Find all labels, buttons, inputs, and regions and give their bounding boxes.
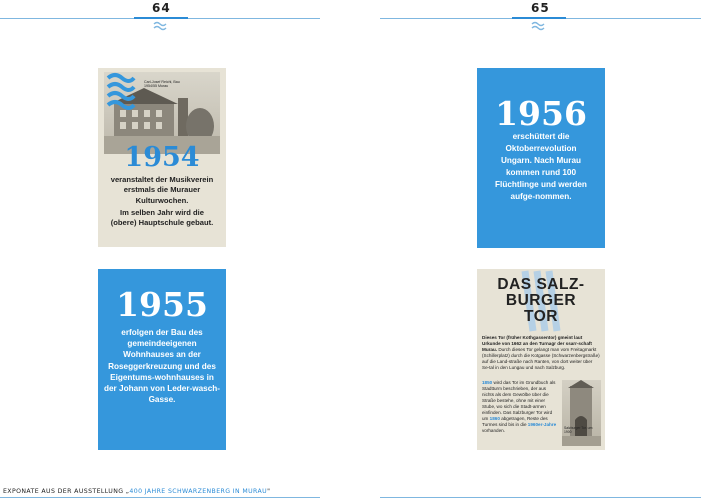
text-1954-a: veranstaltet der Musikverein erstmals die Murauer Kulturwochen.: [110, 175, 214, 205]
header-rule-accent-right: [512, 17, 566, 19]
footer-rule-left: [0, 497, 320, 498]
poster-1954: [98, 68, 226, 247]
title-line-1: DAS SALZ-: [497, 276, 585, 293]
year-1860: 1860: [489, 416, 500, 421]
wave-logo-icon: [153, 21, 167, 31]
tor-photo-caption: Salzburger Tor, um 1900: [564, 426, 593, 434]
tor-paragraph-2-a: wird das Tor im Grundbuch als Stadtturm beschrieben, der aus nichts als dem Gewölbe über die Straße bestehe, ohne mit einer Stube, wo sich die Stadt-armen einfinden. Das Salzburger Tor wird um: [482, 380, 556, 421]
footer-suffix: ": [267, 488, 271, 495]
tor-paragraph-2-b: abgetragen, Reste des Turmes sind bis in die: [482, 416, 548, 427]
page-number-right: 65: [531, 1, 550, 15]
footer-text: [3, 488, 270, 495]
text-1954-b: Im selben Jahr wird die (obere) Hauptschule gebaut.: [110, 208, 214, 228]
footer-highlight: 400 JAHRE SCHWARZENBERG IN MURAU: [129, 488, 268, 495]
tor-paragraph-1-bold: Dieses Tor (früher Kothgassentor) gmeint laut Urkunde von 1662 an den Turnagr der ssarr-schaft Murau.: [482, 335, 592, 352]
wave-emblem-icon: [106, 72, 136, 110]
tor-paragraph-1: [482, 335, 600, 371]
wave-logo-icon: [531, 21, 545, 31]
poster-1956: [477, 68, 605, 248]
text-1955: erfolgen der Bau des gemeindeeigenen Wohnhauses an der Roseggerkreuzung und des Eigentums-wohnhauses in der Johann von Leder-wasch-Gasse.: [104, 328, 221, 405]
footer-prefix: EXPONATE AUS DER AUSSTELLUNG „: [3, 488, 130, 495]
title-line-3: TOR: [524, 308, 558, 325]
year-1956: 1956: [495, 94, 587, 133]
poster-salzburger-tor: [477, 269, 605, 450]
tor-paragraph-1-rest: Durch dieses Tor gelangt man vom Freitagmarkt (Schillerplatz) durch die Kotgasse (Schwarzenbergstraße) auf die Land-straße nach Ranten, von dort weiter über Se-tal in den Lungau und nach Salzburg.: [482, 347, 600, 370]
year-1955: 1955: [116, 285, 208, 324]
title-line-2: BURGER: [505, 292, 577, 309]
text-1956: erschüttert die Oktoberrevolution Ungarn. Nach Murau kommen rund 100 Flüchtlinge und werden aufge-nommen.: [495, 132, 587, 201]
year-1850: 1850: [482, 380, 493, 385]
header-rule-accent-left: [134, 17, 188, 19]
tor-paragraph-2-c: vorhanden.: [482, 428, 505, 433]
year-1960s: 1960er-Jahre: [527, 422, 557, 427]
page-number-left: 64: [152, 1, 171, 15]
tor-photo: [562, 380, 601, 446]
gate-tower-icon: [562, 380, 601, 446]
year-1954: 1954: [124, 142, 200, 173]
photo-caption: Carl-Josef Reichl, Bau 1954/55 Murau: [144, 80, 180, 89]
poster-1955: [98, 269, 226, 450]
footer-rule-right: [380, 497, 701, 498]
tor-paragraph-2: [482, 380, 558, 434]
